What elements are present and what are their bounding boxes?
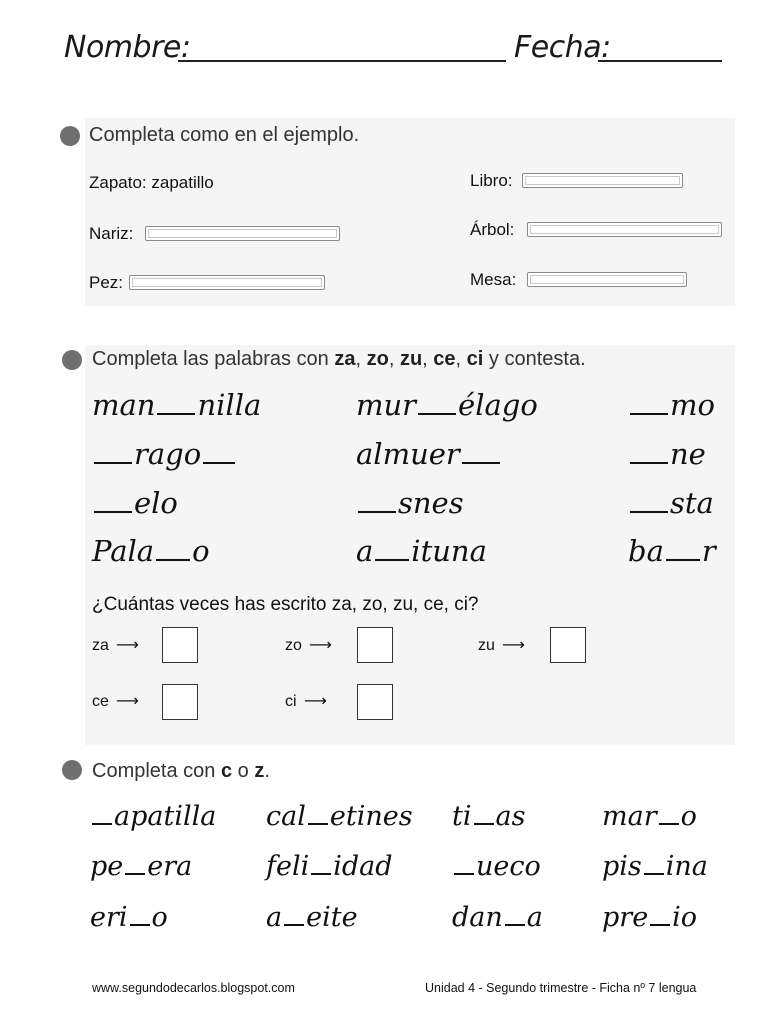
word-item: pis ina (602, 851, 708, 882)
word-blank[interactable] (462, 462, 500, 464)
letter-blank[interactable] (130, 924, 150, 926)
word-item: snes (356, 489, 464, 518)
word-item: ti as (452, 801, 526, 832)
letter-blank[interactable] (650, 924, 670, 926)
word-blank[interactable] (358, 511, 396, 513)
word-item: mo (628, 391, 715, 420)
counter-box-zo[interactable] (357, 627, 393, 663)
section1-title: Completa como en el ejemplo. (89, 124, 360, 146)
arrow-right-icon: ⟶ (309, 637, 332, 654)
arrow-right-icon: ⟶ (116, 693, 139, 710)
counter-label-ci: ci (285, 693, 297, 710)
word-item: sta (628, 489, 714, 518)
arbol-answer-field[interactable] (527, 222, 722, 237)
counter-label-za: za (92, 637, 109, 654)
word-item: a ituna (356, 534, 487, 568)
counter-box-zu[interactable] (550, 627, 586, 663)
word-item: feli idad (266, 851, 393, 882)
nariz-answer-field[interactable] (145, 226, 340, 241)
word-item: rago (92, 440, 237, 469)
word-item: mur élago (356, 388, 538, 422)
count-question: ¿Cuántas veces has escrito za, zo, zu, ce, ci? (92, 594, 479, 615)
word-item: mar o (602, 801, 697, 832)
counter-box-ce[interactable] (162, 684, 198, 720)
counter-label-ce: ce (92, 693, 109, 710)
word-item: almuer (356, 440, 502, 469)
date-field[interactable] (598, 60, 722, 62)
name-field[interactable] (178, 60, 506, 62)
mesa-answer-field[interactable] (527, 272, 687, 287)
letter-blank[interactable] (505, 924, 525, 926)
letter-blank[interactable] (474, 823, 494, 825)
word-blank[interactable] (203, 462, 235, 464)
word-blank[interactable] (375, 559, 409, 561)
letter-blank[interactable] (92, 823, 112, 825)
bullet-icon (62, 350, 82, 370)
word-item: pe era (90, 851, 193, 882)
counter-box-za[interactable] (162, 627, 198, 663)
word-item: dan a (452, 902, 543, 933)
arbol-label: Árbol: (470, 220, 515, 239)
word-blank[interactable] (666, 559, 700, 561)
arrow-right-icon: ⟶ (502, 637, 525, 654)
nariz-label: Nariz: (89, 224, 134, 243)
word-item: a eite (266, 902, 358, 933)
word-blank[interactable] (94, 511, 132, 513)
pez-answer-field[interactable] (129, 275, 325, 290)
word-item: cal etines (266, 801, 413, 832)
bullet-icon (60, 126, 80, 146)
date-label: Fecha: (514, 30, 611, 65)
section3-title: Completa con c o z. (92, 760, 270, 782)
footer-unit-info: Unidad 4 - Segundo trimestre - Ficha nº 7 lengua (425, 981, 697, 995)
letter-blank[interactable] (284, 924, 304, 926)
word-item: ba r (628, 534, 716, 568)
mesa-label: Mesa: (470, 270, 517, 289)
word-blank[interactable] (630, 413, 668, 415)
letter-blank[interactable] (659, 823, 679, 825)
word-item: elo (92, 489, 178, 518)
counter-box-ci[interactable] (357, 684, 393, 720)
letter-blank[interactable] (644, 873, 664, 875)
arrow-right-icon: ⟶ (116, 637, 139, 654)
word-item: pre io (602, 902, 698, 933)
counter-label-zu: zu (478, 637, 495, 654)
word-item: ne (628, 440, 706, 469)
name-label: Nombre: (64, 30, 191, 65)
word-blank[interactable] (418, 413, 456, 415)
letter-blank[interactable] (125, 873, 145, 875)
footer-website: www.segundodecarlos.blogspot.com (92, 981, 295, 995)
word-item: eri o (90, 902, 168, 933)
word-item: Pala o (92, 534, 210, 568)
letter-blank[interactable] (311, 873, 331, 875)
word-blank[interactable] (630, 462, 668, 464)
word-item: ueco (452, 853, 541, 880)
word-blank[interactable] (157, 413, 195, 415)
libro-answer-field[interactable] (522, 173, 683, 188)
section2-title: Completa las palabras con za, zo, zu, ce, ci y contesta. (92, 348, 586, 370)
letter-blank[interactable] (454, 873, 474, 875)
libro-label: Libro: (470, 171, 513, 190)
word-item: apatilla (90, 803, 216, 830)
bullet-icon (62, 760, 82, 780)
letter-blank[interactable] (308, 823, 328, 825)
word-blank[interactable] (630, 511, 668, 513)
arrow-right-icon: ⟶ (304, 693, 327, 710)
word-item: man nilla (92, 388, 262, 422)
word-blank[interactable] (94, 462, 132, 464)
word-blank[interactable] (156, 559, 190, 561)
counter-label-zo: zo (285, 637, 302, 654)
pez-label: Pez: (89, 273, 124, 292)
example-text: Zapato: zapatillo (89, 173, 214, 192)
